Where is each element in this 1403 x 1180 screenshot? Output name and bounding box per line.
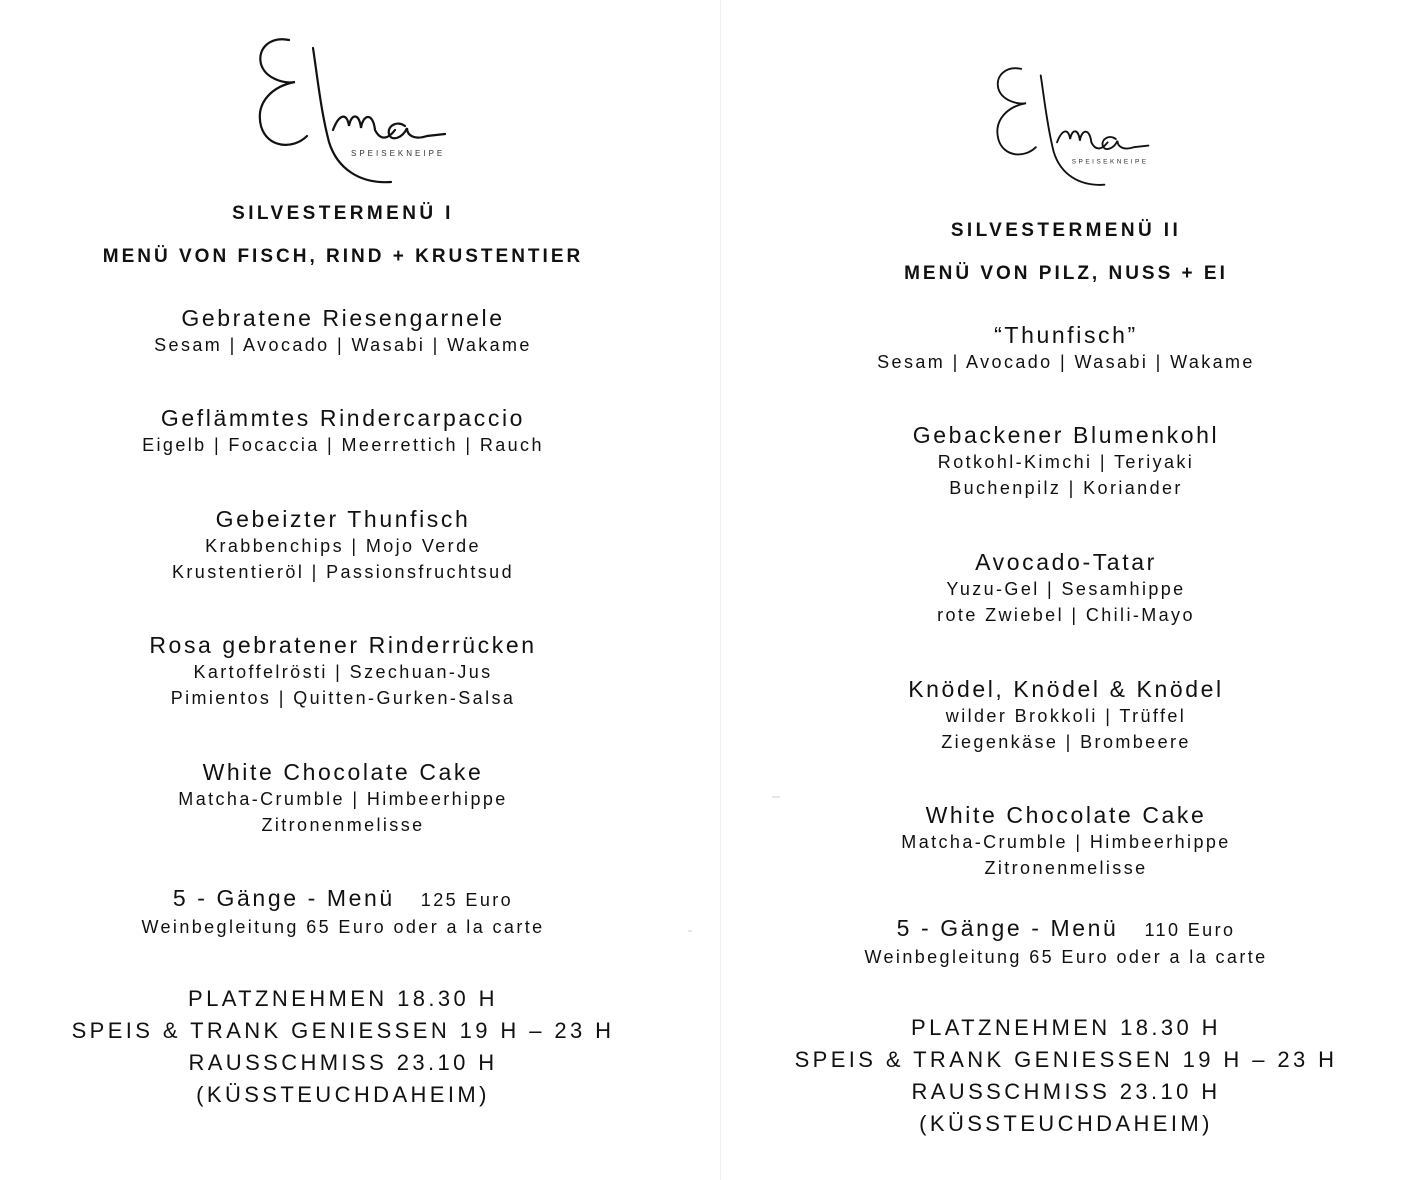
dish-description: rote Zwiebel | Chili-Mayo [937, 605, 1195, 625]
dish-description: Sesam | Avocado | Wasabi | Wakame [877, 352, 1255, 372]
dish-description: Buchenpilz | Koriander [949, 478, 1183, 498]
dish-description: Eigelb | Focaccia | Meerrettich | Rauch [142, 435, 544, 455]
dish-description: Rotkohl-Kimchi | Teriyaki [937, 452, 1195, 472]
dish-description: Zitronenmelisse [984, 858, 1148, 878]
elma-logo [255, 34, 455, 186]
dish-item [726, 321, 1403, 375]
course-count: 5 - Gänge - Menü [172, 885, 395, 911]
dish-name: Gebeizter Thunfisch [215, 506, 471, 532]
dish-item [0, 631, 686, 711]
schedule-line: (KÜSSTEUCHDAHEIM) [919, 1111, 1213, 1136]
schedule-line: PLATZNEHMEN 18.30 H [911, 1015, 1221, 1040]
schedule-line: SPEIS & TRANK GENIESSEN 19 H – 23 H [71, 1018, 615, 1043]
dish-description: Krabbenchips | Mojo Verde [205, 536, 481, 556]
dish-name: Geflämmtes Rindercarpaccio [160, 405, 526, 431]
elma-logo [980, 64, 1170, 188]
dish-description: Sesam | Avocado | Wasabi | Wakame [154, 335, 532, 355]
dish-description: Yuzu-Gel | Sesamhippe [946, 579, 1186, 599]
dish-name: Avocado-Tatar [975, 549, 1157, 575]
dish-item [0, 404, 686, 458]
page-divider [720, 0, 721, 1180]
schedule-line: PLATZNEHMEN 18.30 H [188, 986, 498, 1011]
dish-item [726, 801, 1403, 881]
course-price-line [0, 884, 686, 914]
elma-logo-signature [980, 64, 1170, 188]
dish-item [726, 421, 1403, 501]
logo-subtitle: SPEISEKNEIPE [1071, 158, 1149, 166]
dish-description: Pimientos | Quitten-Gurken-Salsa [170, 688, 516, 708]
dish-description: Krustentieröl | Passionsfruchtsud [171, 562, 514, 582]
dish-description: Kartoffelrösti | Szechuan-Jus [193, 662, 493, 682]
wine-pairing: Weinbegleitung 65 Euro oder a la carte [864, 947, 1268, 967]
schedule-block [726, 1012, 1403, 1140]
elma-logo-signature [255, 34, 455, 186]
menu-subtitle: MENÜ VON PILZ, NUSS + EI [904, 263, 1228, 284]
dish-description: Zitronenmelisse [261, 815, 425, 835]
dish-item [0, 304, 686, 358]
menu-price: 110 Euro [1144, 920, 1236, 940]
scan-artifact [772, 796, 780, 798]
dish-description: Matcha-Crumble | Himbeerhippe [901, 832, 1231, 852]
dish-description: wilder Brokkoli | Trüffel [945, 706, 1187, 726]
dish-name: “Thunfisch” [994, 322, 1138, 348]
schedule-line: (KÜSSTEUCHDAHEIM) [196, 1082, 490, 1107]
schedule-block [0, 983, 686, 1111]
schedule-line: RAUSSCHMISS 23.10 H [911, 1079, 1221, 1104]
menu-title: SILVESTERMENÜ I [232, 203, 454, 224]
dish-item [726, 675, 1403, 755]
dish-name: Rosa gebratener Rinderrücken [149, 632, 537, 658]
schedule-line: SPEIS & TRANK GENIESSEN 19 H – 23 H [794, 1047, 1338, 1072]
dish-item [726, 548, 1403, 628]
dish-item [0, 505, 686, 585]
wine-pairing: Weinbegleitung 65 Euro oder a la carte [141, 917, 545, 937]
dish-name: Gebackener Blumenkohl [912, 422, 1220, 448]
logo-subtitle: SPEISEKNEIPE [351, 149, 446, 158]
dish-name: Gebratene Riesengarnele [181, 305, 505, 331]
course-count: 5 - Gänge - Menü [896, 915, 1119, 941]
dish-description: Matcha-Crumble | Himbeerhippe [178, 789, 508, 809]
price-block [0, 884, 686, 940]
dish-description: Ziegenkäse | Brombeere [941, 732, 1191, 752]
schedule-line: RAUSSCHMISS 23.10 H [188, 1050, 498, 1075]
dish-name: Knödel, Knödel & Knödel [908, 676, 1224, 702]
menu-subtitle: MENÜ VON FISCH, RIND + KRUSTENTIER [102, 246, 584, 267]
dish-item [0, 758, 686, 838]
scan-artifact [688, 930, 692, 932]
price-block [726, 914, 1403, 970]
dish-name: White Chocolate Cake [925, 802, 1207, 828]
dish-name: White Chocolate Cake [202, 759, 484, 785]
course-price-line [726, 914, 1403, 944]
menu-price: 125 Euro [420, 890, 514, 910]
menu-title: SILVESTERMENÜ II [950, 220, 1182, 241]
